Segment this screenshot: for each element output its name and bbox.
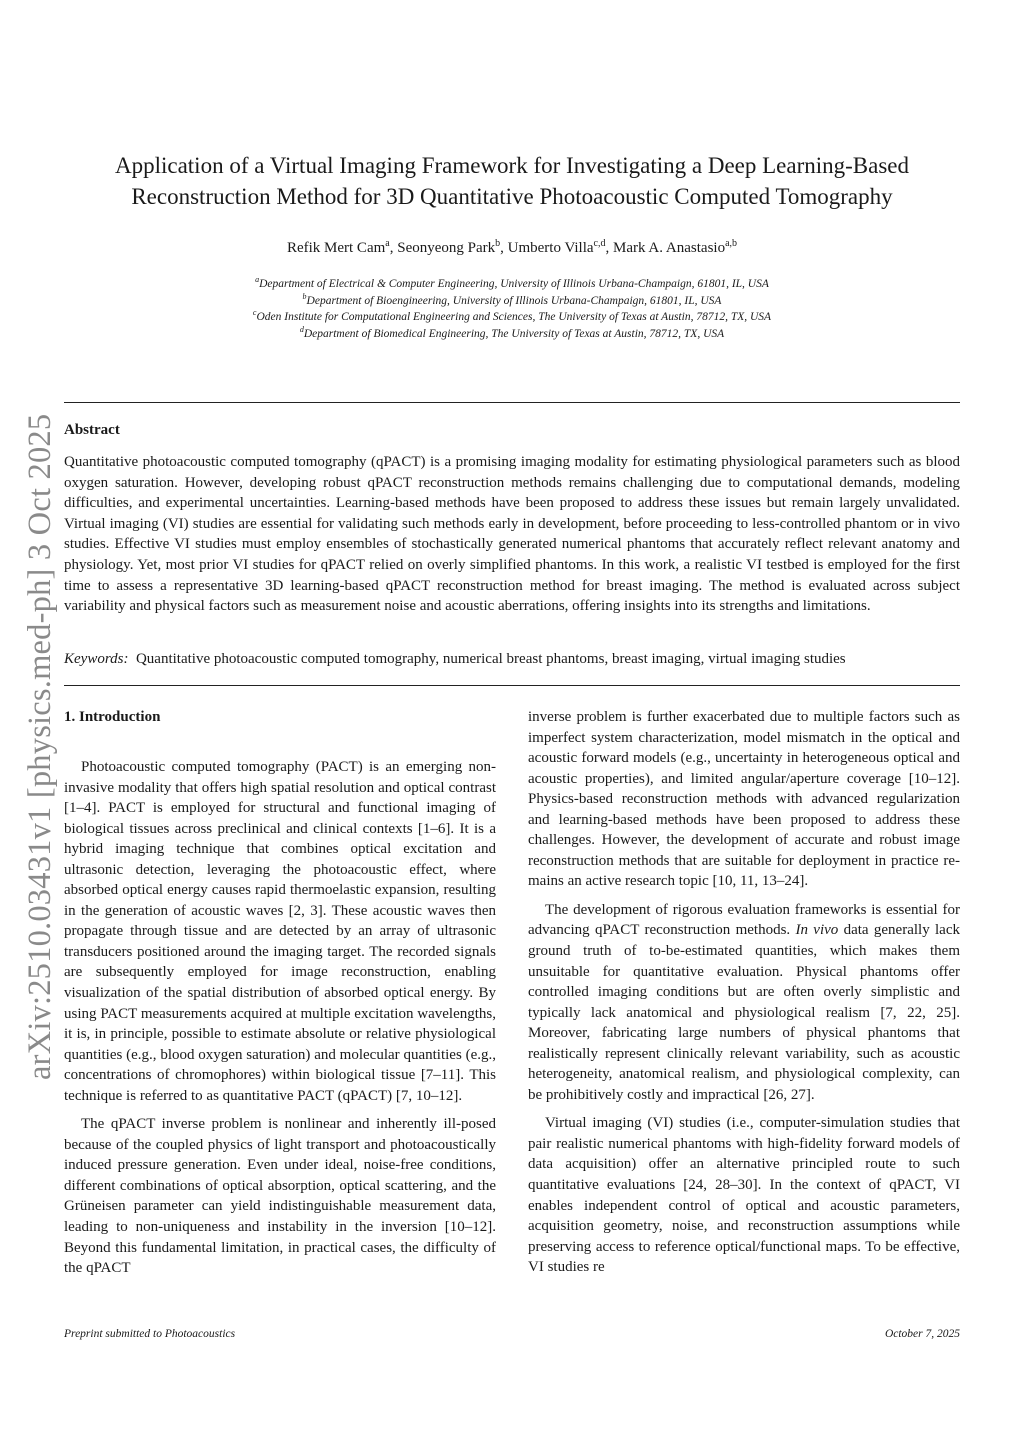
author: Umberto Villa$^{c,d}$: [507, 238, 606, 256]
affiliation: $^d$Department of Biomedical Engineering, The University of Texas at Austin, 78712, TX, USA: [299, 324, 725, 340]
paragraph: The qPACT inverse problem is nonlinear and inherently ill-posed because of the coupled physics of light transport and photoacoustically induced pressure generation. Even under ideal, noise-free conditions, different combinations of optical absorption, optical scattering, and the Grüneisen parameter can yield indistinguishable measurement data, leading to non-uniqueness and instability in the inversion [10–12]. Beyond this fundamental limitation, in practical cases, the difficulty of the qPACT: [64, 1116, 496, 1277]
footer-preprint-note: Preprint submitted to Photoacoustics: [64, 1328, 236, 1340]
emphasis: In vivo: [795, 922, 839, 939]
affiliation: $^a$Department of Electrical & Computer Engineering, University of Illinois Urbana-Champaign, 61801, IL, USA: [255, 275, 769, 290]
keywords-text: Quantitative photoacoustic computed tomography, numerical breast phantoms, breast imaging, virtual imaging studies: [135, 651, 846, 667]
keywords-label: Keywords:: [64, 651, 129, 667]
footer-date: October 7, 2025: [884, 1328, 960, 1340]
right-column: [528, 707, 960, 1278]
arxiv-identifier: arXiv:2510.03431v1 [physics.med-ph] 3 Oct 2025: [22, 413, 58, 1080]
rule-bottom: [64, 685, 960, 686]
keywords: [64, 649, 964, 669]
affiliation: $^c$Oden Institute for Computational Engineering and Sciences, The University of Texas at Austin, 78712, TX, USA: [252, 308, 772, 323]
paragraph: inverse problem is further exacerbated due to multiple factors such as imperfect system characterization, model mismatch in the optical and acoustic forward models (e.g., uncertainty in heterogeneous optical and acoustic properties), and limited angular/aperture coverage [10–12]. Physics-based reconstruction methods with advanced regularization and learning-based methods have been proposed to address these challenges. However, the development of accurate and robust image reconstruction methods that are suitable for deployment in practice remains an active research topic [10, 11, 13–24].: [528, 709, 960, 890]
paragraph: The development of rigorous evaluation frameworks is essential for advancing qPACT reconstruction methods. In vivo data generally lack ground truth of to-be-estimated quantities, which makes them unsuitable for quantitative evaluation. Physical phantoms offer controlled imaging conditions but are often overly simplistic and typically lack anatomical and physiological realism [7, 22, 25]. Moreover, fabricating large numbers of physical phantoms that realistically represent clinically relevant variability, such as acoustic heterogeneity, anatomical realism, and physiological complexity, can be prohibitively costly and impractical [26, 27].: [528, 901, 960, 1103]
title-line-2: Reconstruction Method for 3D Quantitative Photoacoustic Computed Tomography: [131, 184, 893, 209]
author: Seonyeong Park$^b$: [397, 238, 501, 256]
rule-top: [64, 402, 960, 403]
section-heading-introduction: 1. Introduction: [64, 709, 161, 725]
left-column: [64, 757, 496, 1279]
affiliation: $^b$Department of Bioengineering, University of Illinois Urbana-Champaign, 61801, IL, USA: [302, 291, 722, 307]
title-line-1: Application of a Virtual Imaging Framework for Investigating a Deep Learning-Based: [114, 153, 909, 178]
paper-title: [64, 150, 960, 212]
author-list: Refik Mert Cam$^a$, Seonyeong Park$^b$, Umberto Villa$^{c,d}$, Mark A. Anastasio$^{a,b}$: [286, 238, 738, 256]
abstract-heading: Abstract: [64, 422, 120, 438]
author: Refik Mert Cam$^a$: [286, 238, 390, 256]
abstract-body: Quantitative photoacoustic computed tomography (qPACT) is a promising imaging modality for estimating physiological parameters such as blood oxygen saturation. However, developing robust qPACT reconstruction methods remains challenging due to computational demands, modeling difficulties, and experimental uncertainties. Learning-based methods have been proposed to address these issues but remain largely unvalidated. Virtual imaging (VI) studies are essential for validating such methods early in development, before proceeding to less-controlled phantom or in vivo studies. Effective VI studies must employ ensembles of stochastically generated numerical phantoms that accurately reflect relevant anatomy and physiology. Yet, most prior VI studies for qPACT relied on overly simplified phantoms. In this work, a realistic VI testbed is employed for the first time to assess a representative 3D learning-based qPACT reconstruction method for breast imaging. The method is evaluated across subject variability and physical factors such as measurement noise and acoustic aberrations, offering insights into its strengths and limitations.: [64, 454, 960, 615]
paragraph: Virtual imaging (VI) studies (i.e., computer-simulation studies that pair realistic numerical phantoms with high-fidelity forward models of data acquisition) offer an alternative principled route to such quantitative evaluations [24, 28–30]. In the context of qPACT, VI enables independent control of optical and acoustic parameters, acquisition geometry, noise, and reconstruction assumptions while preserving access to reference optical/functional maps. To be effective, VI studies re: [528, 1115, 960, 1276]
affiliation-list: [64, 276, 960, 342]
paragraph: Photoacoustic computed tomography (PACT) is an emerging non-invasive modality that offers high spatial resolution and optical contrast [1–4]. PACT is employed for structural and functional imaging of biological tissues across preclinical and clinical contexts [1–6]. It is a hybrid imaging technique that combines optical excitation and ultrasonic detection, leveraging the photoacoustic effect, where absorbed optical energy causes rapid thermoelastic expansion, resulting in the generation of acoustic waves [2, 3]. These acoustic waves then propagate through tissue and are detected by an array of ultrasonic transducers positioned around the imaging target. The recorded signals are subsequently employed for image reconstruction, enabling visualization of the spatial distribution of absorbed optical energy. By using PACT measurements acquired at multiple excitation wavelengths, it is, in principle, possible to estimate absolute or relative physiological quantities (e.g., blood oxygen saturation) and molecular quantities (e.g., concentrations of chromophores) within biological tissue [7–11]. This technique is referred to as quantitative PACT (qPACT) [7, 10–12].: [64, 759, 496, 1104]
author: Mark A. Anastasio$^{a,b}$: [613, 238, 738, 256]
